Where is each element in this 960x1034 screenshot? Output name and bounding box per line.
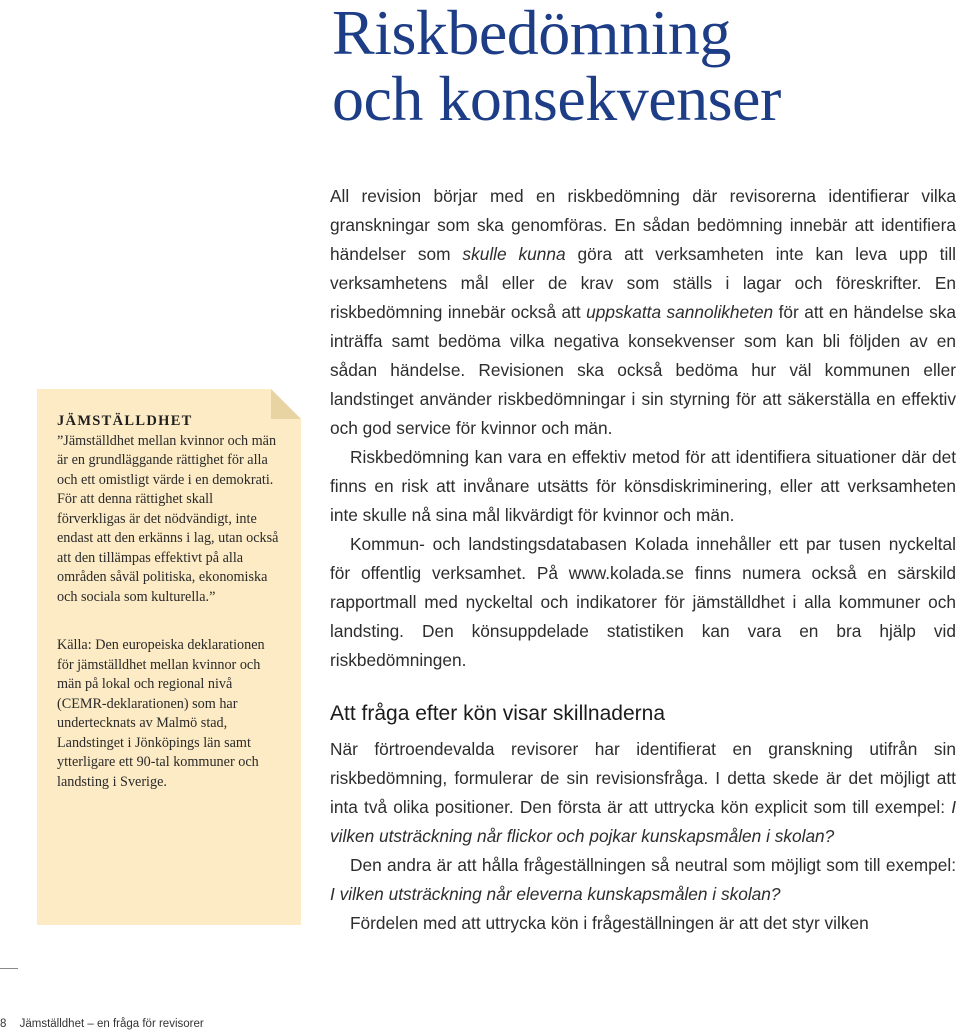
text-run: Den andra är att hålla frågeställningen så neutral som möjligt som till exempel: (350, 855, 956, 875)
emphasis: uppskatta sannolikheten (586, 302, 774, 322)
footer-rule (0, 968, 18, 969)
emphasis: skulle kunna (462, 244, 566, 264)
text-run: När förtroendevalda revisorer har identifierat en granskning utifrån sin riskbedömning, formulerar de sin revisionsfråga. I detta skede är det möjligt att inta två olika positioner. Den första är att uttrycka kön explicit som till exempel: (330, 739, 956, 817)
emphasis: I vilken utsträckning når eleverna kunskapsmålen i skolan? (330, 884, 781, 904)
main-text (330, 182, 956, 938)
sidebar-quote: ”Jämställdhet mellan kvinnor och män är en grundläggande rättighet för alla och ett omistligt värde i en demokrati. För att denna rättighet skall förverkligas är det nödvändigt, inte endast att den erkänns i lag, utan också att den tillämpas effektivt på alla områden såväl politiska, ekonomiska och sociala som kulturella.” (57, 432, 279, 605)
text-run: för att en händelse ska inträffa samt bedöma vilka negativa konsekvenser som kan bli följden av en sådan händelse. Revisionen ska också bedöma hur väl kommunen eller landstinget använder riskbedömningar i sin styrning för att säkerställa en effektiv och god service för kvinnor och män. (330, 302, 956, 438)
paragraph-1 (330, 182, 956, 443)
text-run: göra att verksamheten inte kan leva upp till verksamhetens mål eller de krav som ställs i lagar och föreskrifter. En riskbedömning innebär också att (330, 244, 956, 322)
paragraph-2: Riskbedömning kan vara en effektiv metod för att identifiera situationer där det finns en risk att invånare utsätts för könsdiskriminering, eller att verksamheten inte skulle nå sina mål likvärdigt för kvinnor och män. (330, 447, 956, 525)
emphasis: I vilken utsträckning når flickor och pojkar kunskapsmålen i skolan? (330, 797, 956, 846)
sidebar-content (57, 412, 279, 792)
paragraph-5 (330, 851, 956, 909)
paragraph-4 (330, 735, 956, 851)
sidebar-heading: JÄMSTÄLLDHET (57, 413, 193, 429)
paragraph-6: Fördelen med att uttrycka kön i frågeställningen är att det styr vilken (350, 913, 869, 933)
section-heading: Att fråga efter kön visar skillnaderna (330, 702, 665, 725)
page-number: 8 (0, 1018, 7, 1030)
title-line-1: Riskbedömning (332, 0, 731, 68)
title-line-2: och konsekvenser (332, 63, 781, 134)
page-title (332, 0, 781, 132)
text-run: All revision börjar med en riskbedömning där revisorerna identifierar vilka granskningar som ska genomföras. En sådan bedömning innebär att identifiera händelser som (330, 186, 956, 264)
sidebar-source: Källa: Den europeiska deklarationen för jämställdhet mellan kvinnor och män på lokal och regional nivå (CEMR-deklarationen) som har undertecknats av Malmö stad, Landstinget i Jönköpings län samt ytterligare ett 90-tal kommuner och landsting i Sverige. (57, 637, 265, 790)
paragraph-3: Kommun- och landstingsdatabasen Kolada innehåller ett par tusen nyckeltal för offentlig verksamhet. På www.kolada.se finns numera också en särskild rapportmall med nyckeltal och indikatorer för jämställdhet i alla kommuner och landsting. Den könsuppdelade statistiken kan vara en bra hjälp vid riskbedömningen. (330, 534, 956, 670)
footer-text: Jämställdhet – en fråga för revisorer (19, 1018, 204, 1030)
footer (0, 1018, 204, 1030)
